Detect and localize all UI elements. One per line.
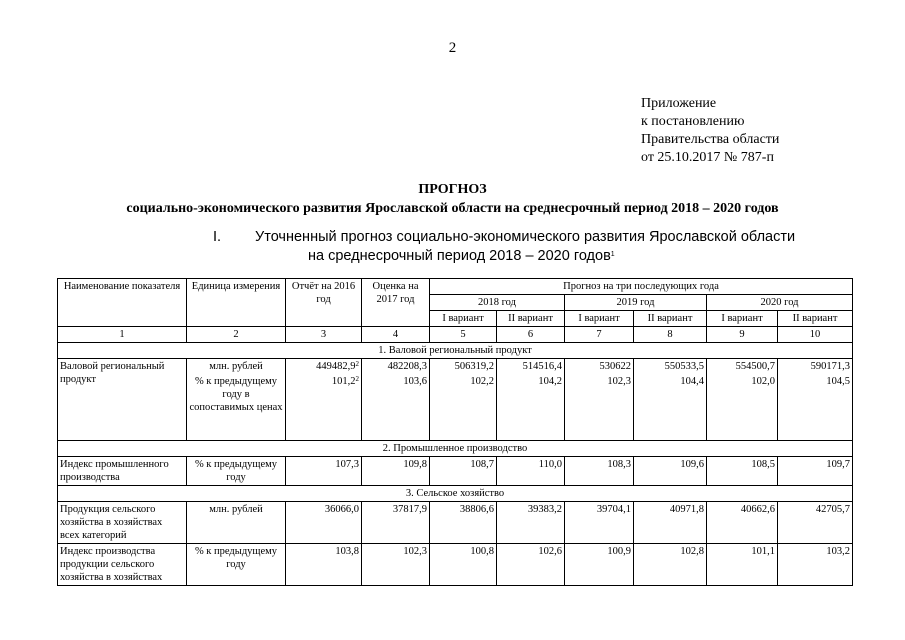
cell-2018-v2: 39383,2 bbox=[497, 501, 565, 543]
column-number: 10 bbox=[778, 327, 853, 343]
header-estimate-2017: Оценка на 2017 год bbox=[362, 279, 430, 327]
cell-2020-v2: 104,5 bbox=[778, 374, 853, 440]
header-report-2016: Отчёт на 2016 год bbox=[286, 279, 362, 327]
cell-2017: 37817,9 bbox=[362, 501, 430, 543]
cell-2016: 449482,9$^2$ bbox=[286, 359, 362, 375]
appendix-line: Приложение bbox=[641, 96, 717, 111]
cell-2018-v2: 110,0 bbox=[497, 456, 565, 485]
row-unit: % к предыдущему году в сопоставимых ценах bbox=[187, 374, 286, 440]
cell-2017: 109,8 bbox=[362, 456, 430, 485]
column-number: 8 bbox=[634, 327, 707, 343]
cell-2020-v1: 108,5 bbox=[707, 456, 778, 485]
cell-2018-v1: 38806,6 bbox=[430, 501, 497, 543]
cell-2020-v1: 554500,7 bbox=[707, 359, 778, 375]
cell-2019-v2: 104,4 bbox=[634, 374, 707, 440]
cell-2016: 101,2$^2$ bbox=[286, 374, 362, 440]
cell-2020-v2: 103,2 bbox=[778, 543, 853, 585]
appendix-block bbox=[641, 95, 779, 167]
forecast-table bbox=[57, 278, 853, 586]
section-title-line1: Уточненный прогноз социально-экономического развития Ярославской области bbox=[255, 229, 796, 245]
column-number: 1 bbox=[58, 327, 187, 343]
cell-2016: 36066,0 bbox=[286, 501, 362, 543]
row-label: Индекс промышленного производства bbox=[58, 456, 187, 485]
column-number: 3 bbox=[286, 327, 362, 343]
row-unit: млн. рублей bbox=[187, 359, 286, 375]
row-unit: % к предыдущему году bbox=[187, 543, 286, 585]
appendix-line: к постановлению bbox=[641, 114, 745, 129]
cell-2018-v2: 104,2 bbox=[497, 374, 565, 440]
cell-2020-v2: 42705,7 bbox=[778, 501, 853, 543]
page-number: 2 bbox=[448, 40, 457, 56]
cell-2018-v2: 102,6 bbox=[497, 543, 565, 585]
cell-2019-v1: 530622 bbox=[565, 359, 634, 375]
cell-2018-v2: 514516,4 bbox=[497, 359, 565, 375]
title-heading: ПРОГНОЗ bbox=[418, 182, 487, 197]
table-row bbox=[58, 456, 853, 485]
cell-2019-v2: 109,6 bbox=[634, 456, 707, 485]
cell-2019-v1: 39704,1 bbox=[565, 501, 634, 543]
cell-2020-v1: 101,1 bbox=[707, 543, 778, 585]
column-number: 2 bbox=[187, 327, 286, 343]
footnote-mark: 1 bbox=[610, 251, 615, 258]
header-variant-2: II вариант bbox=[778, 311, 853, 327]
section-number: I. bbox=[213, 229, 222, 245]
cell-2020-v1: 40662,6 bbox=[707, 501, 778, 543]
table-row bbox=[58, 501, 853, 543]
cell-2019-v1: 108,3 bbox=[565, 456, 634, 485]
header-variant-1: I вариант bbox=[707, 311, 778, 327]
column-number: 6 bbox=[497, 327, 565, 343]
cell-2017: 482208,3 bbox=[362, 359, 430, 375]
header-variant-2: II вариант bbox=[634, 311, 707, 327]
header-year-2019: 2019 год bbox=[565, 295, 707, 311]
header-variant-2: II вариант bbox=[497, 311, 565, 327]
row-label: Продукция сельского хозяйства в хозяйствах всех категорий bbox=[58, 501, 187, 543]
column-number: 9 bbox=[707, 327, 778, 343]
row-unit: млн. рублей bbox=[187, 501, 286, 543]
cell-2016: 103,8 bbox=[286, 543, 362, 585]
cell-2019-v1: 100,9 bbox=[565, 543, 634, 585]
section-title bbox=[213, 228, 795, 266]
cell-2018-v1: 108,7 bbox=[430, 456, 497, 485]
cell-2020-v1: 102,0 bbox=[707, 374, 778, 440]
column-number: 5 bbox=[430, 327, 497, 343]
header-variant-1: I вариант bbox=[430, 311, 497, 327]
header-variant-1: I вариант bbox=[565, 311, 634, 327]
header-forecast: Прогноз на три последующих года bbox=[430, 279, 853, 295]
row-unit: % к предыдущему году bbox=[187, 456, 286, 485]
table-row bbox=[58, 543, 853, 585]
title-subheading: социально-экономического развития Ярославской области на среднесрочный период 2018 – 2020 годов bbox=[126, 201, 779, 216]
section-row: 3. Сельское хозяйство bbox=[58, 485, 853, 501]
row-label: Индекс производства продукции сельского хозяйства в хозяйствах bbox=[58, 543, 187, 585]
row-label: Валовой региональный продукт bbox=[58, 359, 187, 441]
table-row bbox=[58, 359, 853, 375]
cell-2017: 102,3 bbox=[362, 543, 430, 585]
cell-2020-v2: 590171,3 bbox=[778, 359, 853, 375]
cell-2018-v1: 102,2 bbox=[430, 374, 497, 440]
document-title bbox=[0, 180, 905, 218]
section-row: 1. Валовой региональный продукт bbox=[58, 343, 853, 359]
cell-2018-v1: 100,8 bbox=[430, 543, 497, 585]
appendix-line: Правительства области bbox=[641, 132, 780, 147]
header-indicator: Наименование показателя bbox=[58, 279, 187, 327]
header-year-2018: 2018 год bbox=[430, 295, 565, 311]
cell-2019-v2: 102,8 bbox=[634, 543, 707, 585]
column-number: 4 bbox=[362, 327, 430, 343]
header-year-2020: 2020 год bbox=[707, 295, 853, 311]
appendix-line: от 25.10.2017 № 787-п bbox=[641, 150, 774, 165]
cell-2020-v2: 109,7 bbox=[778, 456, 853, 485]
header-unit: Единица измерения bbox=[187, 279, 286, 327]
section-row: 2. Промышленное производство bbox=[58, 440, 853, 456]
column-number: 7 bbox=[565, 327, 634, 343]
cell-2019-v1: 102,3 bbox=[565, 374, 634, 440]
cell-2019-v2: 550533,5 bbox=[634, 359, 707, 375]
cell-2017: 103,6 bbox=[362, 374, 430, 440]
cell-2016: 107,3 bbox=[286, 456, 362, 485]
cell-2018-v1: 506319,2 bbox=[430, 359, 497, 375]
section-title-line2: на среднесрочный период 2018 – 2020 годов bbox=[308, 248, 611, 264]
cell-2019-v2: 40971,8 bbox=[634, 501, 707, 543]
